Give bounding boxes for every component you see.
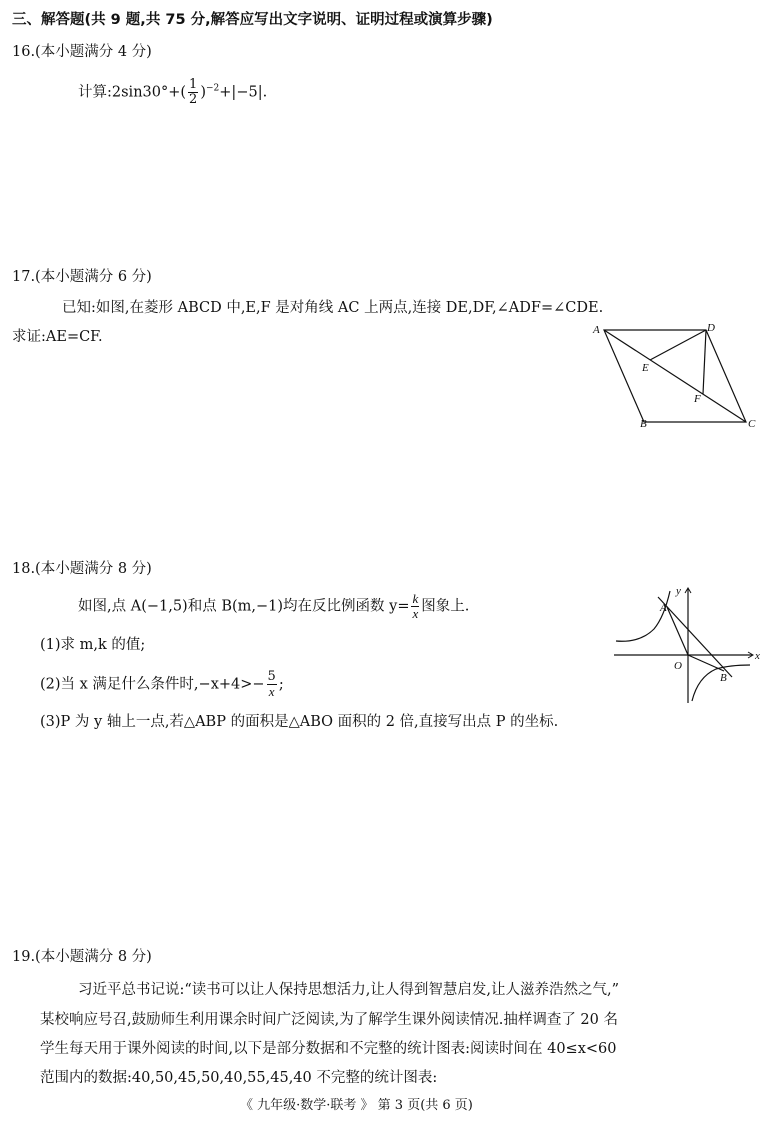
label-d: D (707, 322, 715, 334)
q17-heading: 17.(本小题满分 6 分) (12, 269, 152, 285)
q18-part2-frac-num: 5 (267, 669, 276, 684)
page-footer: 《 九年级·数学·联考 》 第 3 页(共 6 页) (240, 1098, 473, 1113)
q18-stem-frac-den: x (412, 606, 419, 621)
q16-expression: 计算:2sin30°+( $\frac{1}{2}$ )$^{-2}$+|−5|. (78, 77, 268, 107)
segment-ao (667, 607, 688, 655)
q18-part2-frac-den: x (268, 684, 275, 699)
label-f: F (694, 393, 701, 405)
q18-stem-pre: 如图,点 A(−1,5)和点 B(m,−1)均在反比例函数 y= (78, 598, 410, 615)
q16-exponent: −2 (206, 83, 220, 94)
q18-stem (78, 592, 469, 621)
q19-line3: 学生每天用于课外阅读的时间,以下是部分数据和不完整的统计图表:阅读时间在 40≤x<60 (40, 1041, 617, 1057)
label-a-point: A (660, 602, 667, 614)
q18-stem-frac-num: k (412, 591, 419, 606)
label-b-point: B (720, 672, 727, 684)
q19-line2: 某校响应号召,鼓励师生利用课余时间广泛阅读,为了解学生课外阅读情况.抽样调查了 20 名 (40, 1012, 618, 1028)
rhombus-figure (586, 320, 766, 435)
label-o: O (674, 660, 682, 672)
label-x: x (755, 650, 760, 662)
hyperbola-branch-upper (616, 591, 670, 641)
q18-part2-fraction (267, 670, 277, 699)
label-b: B (640, 418, 647, 430)
q19-line4: 范围内的数据:40,50,45,50,40,55,45,40 不完整的统计图表: (40, 1070, 438, 1086)
q18-part2 (40, 670, 284, 699)
q19-line1: 习近平总书记说:“读书可以让人保持思想活力,让人得到智慧启发,让人滋养浩然之气,” (78, 982, 620, 998)
q18-stem-post: 图象上. (421, 598, 470, 615)
q18-heading: 18.(本小题满分 8 分) (12, 561, 152, 577)
section-header: 三、解答题(共 9 题,共 75 分,解答应写出文字说明、证明过程或演算步骤) (12, 12, 493, 28)
q17-line2: 求证:AE=CF. (12, 329, 103, 345)
q19-heading: 19.(本小题满分 8 分) (12, 949, 152, 965)
q16-suffix: +|−5|. (219, 84, 268, 101)
q16-frac-num: 1 (189, 77, 198, 92)
label-y: y (676, 585, 681, 597)
hyperbola-figure (612, 585, 762, 705)
line-ab (658, 597, 732, 677)
q18-part1: (1)求 m,k 的值; (40, 637, 146, 653)
q16-prefix: 计算:2sin30°+( (78, 84, 187, 101)
diagonal-ac (604, 330, 746, 422)
q18-part3: (3)P 为 y 轴上一点,若△ABP 的面积是△ABO 面积的 2 倍,直接写出点 P 的坐标. (40, 714, 559, 730)
q16-frac-den: 2 (189, 92, 198, 107)
q16-fraction (188, 78, 198, 107)
segment-df (703, 330, 706, 394)
q17-line1: 已知:如图,在菱形 ABCD 中,E,F 是对角线 AC 上两点,连接 DE,DF,∠ADF=∠CDE. (62, 300, 604, 316)
segment-de (650, 330, 706, 360)
label-e: E (642, 362, 649, 374)
label-c: C (748, 418, 756, 430)
q16-heading: 16.(本小题满分 4 分) (12, 44, 152, 60)
q18-part2-pre: (2)当 x 满足什么条件时,−x+4>− (40, 676, 265, 693)
label-a: A (593, 324, 600, 336)
q18-part2-post: ; (278, 676, 284, 693)
q18-stem-fraction (411, 592, 419, 621)
